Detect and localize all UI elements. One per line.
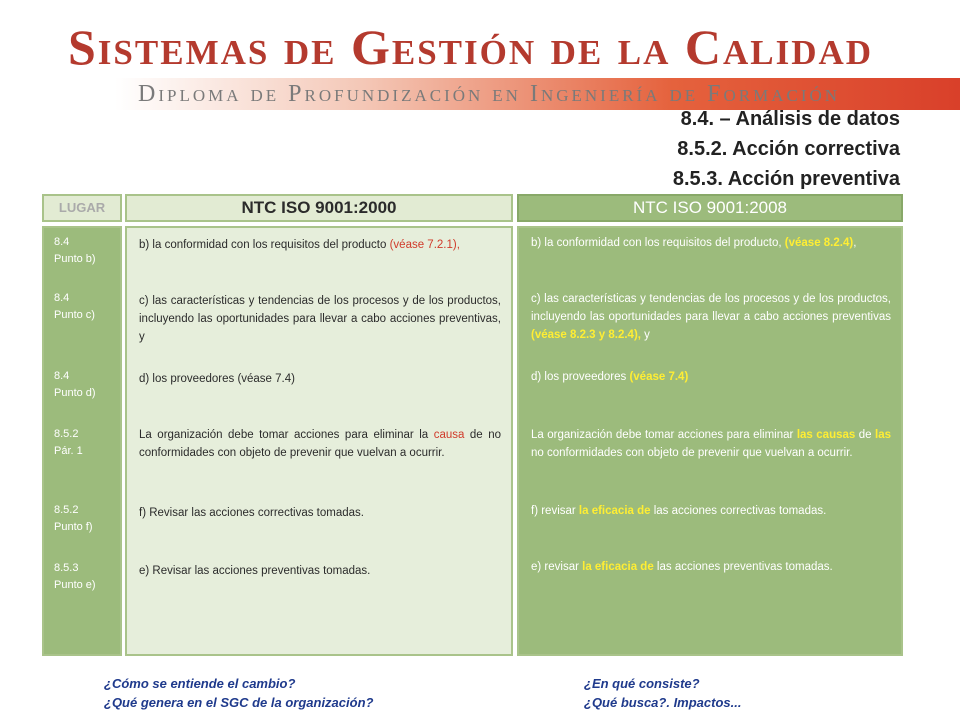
section-title-8-5-2: 8.5.2. Acción correctiva: [677, 138, 900, 160]
iso2008-paragraph-1: La organización debe tomar acciones para eliminar las causas de las no conformidades con objeto de prevenir que vuelvan a ocurrir.: [531, 429, 891, 459]
iso2008-point-c: c) las características y tendencias de los procesos y de los productos, incluyendo las oportunidades para llevar a cabo acciones preventivas (véase 8.2.3 y 8.2.4), y: [531, 293, 891, 341]
questions-left: [104, 674, 373, 712]
lugar-item: 8.5.2 Pár. 1: [54, 428, 83, 457]
questions-right: [584, 674, 741, 712]
iso2008-column: [517, 226, 903, 656]
iso2000-header: NTC ISO 9001:2000: [125, 194, 513, 222]
iso2000-column: [125, 226, 513, 656]
lugar-item: 8.4 Punto d): [54, 370, 96, 399]
question-sgc: ¿Qué genera en el SGC de la organización?: [104, 695, 374, 710]
iso2008-point-e: e) revisar la eficacia de las acciones preventivas tomadas.: [531, 561, 833, 573]
lugar-item: 8.4 Punto c): [54, 292, 95, 321]
iso2008-header: NTC ISO 9001:2008: [517, 194, 903, 222]
lugar-item: 8.5.2 Punto f): [54, 504, 93, 533]
section-titles: [673, 104, 900, 194]
lugar-column: [42, 226, 122, 656]
question-change: ¿Cómo se entiende el cambio?: [104, 676, 296, 691]
iso2000-point-d: d) los proveedores (véase 7.4): [139, 373, 295, 385]
section-title-8-4: 8.4. – Análisis de datos: [680, 108, 900, 130]
iso2000-point-f: f) Revisar las acciones correctivas tomadas.: [139, 507, 364, 519]
lugar-header: LUGAR: [42, 194, 122, 222]
header-title: Sistemas de Gestión de la Calidad: [68, 19, 874, 75]
iso2008-point-b: b) la conformidad con los requisitos del producto, (véase 8.2.4),: [531, 237, 857, 249]
iso2008-point-f: f) revisar la eficacia de las acciones correctivas tomadas.: [531, 505, 827, 517]
iso2000-paragraph-1: La organización debe tomar acciones para eliminar la causa de no conformidades con objeto de prevenir que vuelvan a ocurrir.: [139, 429, 501, 459]
question-consist: ¿En qué consiste?: [584, 676, 700, 691]
question-impacts: ¿Qué busca?. Impactos...: [584, 695, 742, 710]
lugar-item: 8.5.3 Punto e): [54, 562, 96, 591]
iso2000-point-e: e) Revisar las acciones preventivas tomadas.: [139, 565, 371, 577]
iso2000-point-c: c) las características y tendencias de los procesos y de los productos, incluyendo las oportunidades para llevar a cabo acciones preventivas, y: [139, 295, 501, 343]
header-subtitle: Diploma de Profundización en Ingeniería de Formación: [138, 81, 841, 107]
iso2008-point-d: d) los proveedores (véase 7.4): [531, 371, 689, 383]
iso2000-point-b: b) la conformidad con los requisitos del producto (véase 7.2.1),: [139, 239, 460, 251]
lugar-item: 8.4 Punto b): [54, 236, 96, 265]
section-title-8-5-3: 8.5.3. Acción preventiva: [672, 168, 900, 190]
